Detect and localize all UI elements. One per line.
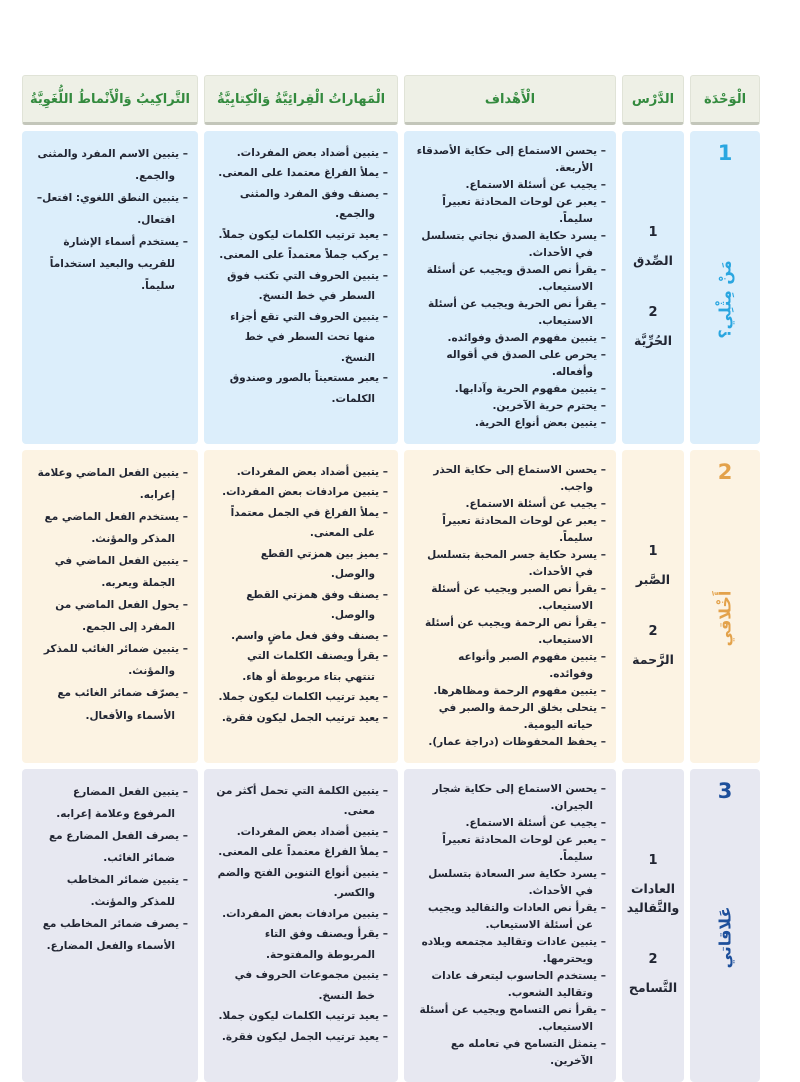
list-item: – يعبر عن لوحات المحادثة تعبيراً سليماً. [414, 513, 606, 547]
list-item: – يجيب عن أسئلة الاستماع. [414, 815, 606, 832]
list-item: – يتبين الفعل الماضي وعلامة إعرابه. [32, 462, 188, 506]
unit-2-structures-cell [22, 450, 198, 763]
list-item: – يعيد ترتيب الكلمات ليكون جملا. [214, 687, 388, 707]
unit-3-title: عَلاقاتي [715, 906, 735, 969]
list-item: – يملأ الفراغ معتمدا على المعنى. [214, 163, 388, 183]
lesson-number: 2 [648, 304, 658, 320]
list-item: – يصنف وفق المفرد والمثنى والجمع. [214, 184, 388, 225]
list-item: – يتبين ضمائر المخاطب للمذكر والمؤنث. [32, 869, 188, 913]
unit-2-title: أَخْلاقي [715, 590, 735, 647]
list-item: – يميز بين همزتي القطع والوصل. [214, 544, 388, 585]
list-item: – يعبر مستعيناً بالصور وصندوق الكلمات. [214, 368, 388, 409]
list-item: – يحسن الاستماع إلى حكاية شجار الجيران. [414, 781, 606, 815]
unit-1-title-wrap [694, 165, 756, 434]
list-item: – يتبين عادات وتقاليد مجتمعه وبلاده ويحترمها. [414, 934, 606, 968]
header-lesson: الدَّرْس [622, 75, 684, 125]
unit-3-objectives-cell [404, 769, 616, 1082]
header-objectives: الْأَهْداف [404, 75, 616, 125]
unit-1-objectives-cell [404, 131, 616, 444]
list-item: – يتبين مفهوم الصدق وفوائده. [414, 330, 606, 347]
header-skills: الْمَهاراتُ الْقِرائِيَّةُ وَالْكِتابِيَّةُ [204, 75, 398, 125]
list-item: – يجيب عن أسئلة الاستماع. [414, 177, 606, 194]
list-item: – يتبين الحروف التي تكتب فوق السطر في خط النسخ. [214, 266, 388, 307]
list-item: – يسرد حكاية الصدق نجاتي بتسلسل في الأحداث. [414, 228, 606, 262]
unit-1-cell [690, 131, 760, 444]
objectives-list [414, 462, 606, 751]
list-item: – يجيب عن أسئلة الاستماع. [414, 496, 606, 513]
list-item: – يحفظ المحفوظات (دراجة عمار). [414, 734, 606, 751]
list-item: – يملأ الفراغ معتمداً على المعنى. [214, 842, 388, 862]
unit-2-skills-cell [204, 450, 398, 763]
unit-3-lessons-cell [622, 769, 684, 1082]
objectives-list [414, 143, 606, 432]
list-item: – يعيد ترتيب الجمل ليكون فقرة. [214, 708, 388, 728]
list-item: – يحسن الاستماع إلى حكاية الأصدقاء الأربعة. [414, 143, 606, 177]
list-item: – يحترم حرية الآخرين. [414, 398, 606, 415]
lesson-number: 2 [648, 951, 658, 967]
lesson-number: 1 [648, 853, 658, 869]
list-item: – يقرأ ويصنف وفق التاء المربوطة والمفتوحة. [214, 924, 388, 965]
header-structures: التَّراكِيبُ وَالْأَنْماطُ اللُّغَوِيَّةُ [22, 75, 198, 125]
list-item: – يتبين ضمائر الغائب للمذكر والمؤنث. [32, 638, 188, 682]
list-item: – يستخدم أسماء الإشارة للقريب والبعيد استخداماً سليماً. [32, 231, 188, 297]
list-item: – يتبين بعض أنواع الحرية. [414, 415, 606, 432]
list-item: – يعيد ترتيب الجمل ليكون فقرة. [214, 1027, 388, 1047]
scope-sequence-table [30, 75, 760, 1082]
lesson-title: العادات والتَّقاليد [626, 881, 680, 916]
list-item: – يتبين مفهوم الصبر وأنواعه وفوائده. [414, 649, 606, 683]
list-item: – يسرد حكاية جسر المحبة بتسلسل في الأحداث. [414, 547, 606, 581]
list-item: – يملأ الفراغ في الجمل معتمداً على المعنى. [214, 503, 388, 544]
unit-3-title-wrap [694, 803, 756, 1072]
skills-list [214, 781, 388, 1047]
unit-2-objectives-cell [404, 450, 616, 763]
list-item: – يتحلى بخلق الرحمة والصبر في حياته اليومية. [414, 700, 606, 734]
list-item: – يتبين أضداد بعض المفردات. [214, 822, 388, 842]
list-item: – يصنف وفق فعل ماضٍ واسم. [214, 626, 388, 646]
unit-1-structures-cell [22, 131, 198, 444]
lesson-title: التَّسامح [628, 979, 678, 995]
lesson-title: الصِّدق [633, 252, 673, 268]
list-item: – يتبين مرادفات بعض المفردات. [214, 904, 388, 924]
list-item: – يصرّف ضمائر الغائب مع الأسماء والأفعال. [32, 682, 188, 726]
unit-2-lessons-cell [622, 450, 684, 763]
list-item: – يتمثل التسامح في تعامله مع الآخرين. [414, 1036, 606, 1070]
unit-3-skills-cell [204, 769, 398, 1082]
list-item: – يصرف ضمائر المخاطب مع الأسماء والفعل المضارع. [32, 913, 188, 957]
header-unit: الْوَحْدَة [690, 75, 760, 125]
list-item: – يستخدم الحاسوب ليتعرف عادات وتقاليد الشعوب. [414, 968, 606, 1002]
list-item: – يتبين الفعل الماضي في الجملة ويعربه. [32, 550, 188, 594]
list-item: – يحسن الاستماع إلى حكاية الحذر واجب. [414, 462, 606, 496]
list-item: – يقرأ نص الصدق ويجيب عن أسئلة الاستيعاب. [414, 262, 606, 296]
unit-3-number: 3 [717, 779, 733, 803]
lesson-number: 1 [648, 543, 658, 559]
list-item: – يتبين النطق اللغوي: افتعل– افتعال. [32, 187, 188, 231]
list-item: – يتبين الحروف التي تقع أجزاء منها تحت السطر في خط النسخ. [214, 307, 388, 368]
unit-2-title-wrap [694, 484, 756, 753]
list-item: – يتبين مفهوم الرحمة ومظاهرها. [414, 683, 606, 700]
lesson-number: 1 [648, 224, 658, 240]
list-item: – يقرأ ويصنف الكلمات التي تنتهي بتاء مربوطة أو هاء. [214, 646, 388, 687]
lesson-number: 2 [648, 623, 658, 639]
list-item: – يتبين أضداد بعض المفردات. [214, 143, 388, 163]
list-item: – يتبين الكلمة التي تحمل أكثر من معنى. [214, 781, 388, 822]
lesson-title: الرَّحمة [632, 651, 674, 667]
unit-1-lessons-cell [622, 131, 684, 444]
unit-2-cell [690, 450, 760, 763]
list-item: – يعيد ترتيب الكلمات ليكون جملاً. [214, 225, 388, 245]
unit-1-number: 1 [717, 141, 733, 165]
list-item: – يحرص على الصدق في أقواله وأفعاله. [414, 347, 606, 381]
list-item: – يتبين الاسم المفرد والمثنى والجمع. [32, 143, 188, 187]
unit-1-skills-cell [204, 131, 398, 444]
list-item: – يتبين أضداد بعض المفردات. [214, 462, 388, 482]
structures-list [32, 143, 188, 297]
list-item: – يتبين الفعل المضارع المرفوع وعلامة إعرابه. [32, 781, 188, 825]
unit-2-number: 2 [717, 460, 733, 484]
list-item: – يسرد حكاية سر السعادة بتسلسل في الأحداث. [414, 866, 606, 900]
skills-list [214, 143, 388, 409]
unit-3-cell [690, 769, 760, 1082]
list-item: – يتبين مفهوم الحرية وآدابها. [414, 381, 606, 398]
unit-1-title: مَنْ مِثْلِي؟ [715, 260, 735, 339]
unit-3-structures-cell [22, 769, 198, 1082]
objectives-list [414, 781, 606, 1070]
skills-list [214, 462, 388, 728]
list-item: – يقرأ نص الرحمة ويجيب عن أسئلة الاستيعاب. [414, 615, 606, 649]
list-item: – يقرأ نص التسامح ويجيب عن أسئلة الاستيعاب. [414, 1002, 606, 1036]
list-item: – يتبين أنواع التنوين الفتح والضم والكسر. [214, 863, 388, 904]
structures-list [32, 781, 188, 957]
list-item: – يصرف الفعل المضارع مع ضمائر الغائب. [32, 825, 188, 869]
lesson-title: الصَّبر [635, 571, 671, 587]
list-item: – يعيد ترتيب الكلمات ليكون جملا. [214, 1006, 388, 1026]
lesson-title: الحُرِّيَّة [633, 332, 673, 348]
list-item: – يقرأ نص العادات والتقاليد ويجيب عن أسئلة الاستيعاب. [414, 900, 606, 934]
list-item: – يعبر عن لوحات المحادثة تعبيراً سليماً. [414, 194, 606, 228]
list-item: – يتبين مجموعات الحروف في خط النسخ. [214, 965, 388, 1006]
structures-list [32, 462, 188, 727]
list-item: – يصنف وفق همزتي القطع والوصل. [214, 585, 388, 626]
list-item: – يتبين مرادفات بعض المفردات. [214, 482, 388, 502]
list-item: – يقرأ نص الصبر ويجيب عن أسئلة الاستيعاب. [414, 581, 606, 615]
list-item: – يستخدم الفعل الماضي مع المذكر والمؤنث. [32, 506, 188, 550]
list-item: – يقرأ نص الحرية ويجيب عن أسئلة الاستيعاب. [414, 296, 606, 330]
list-item: – يركب جملاً معتمداً على المعنى. [214, 245, 388, 265]
list-item: – يحول الفعل الماضي من المفرد إلى الجمع. [32, 594, 188, 638]
list-item: – يعبر عن لوحات المحادثة تعبيراً سليماً. [414, 832, 606, 866]
